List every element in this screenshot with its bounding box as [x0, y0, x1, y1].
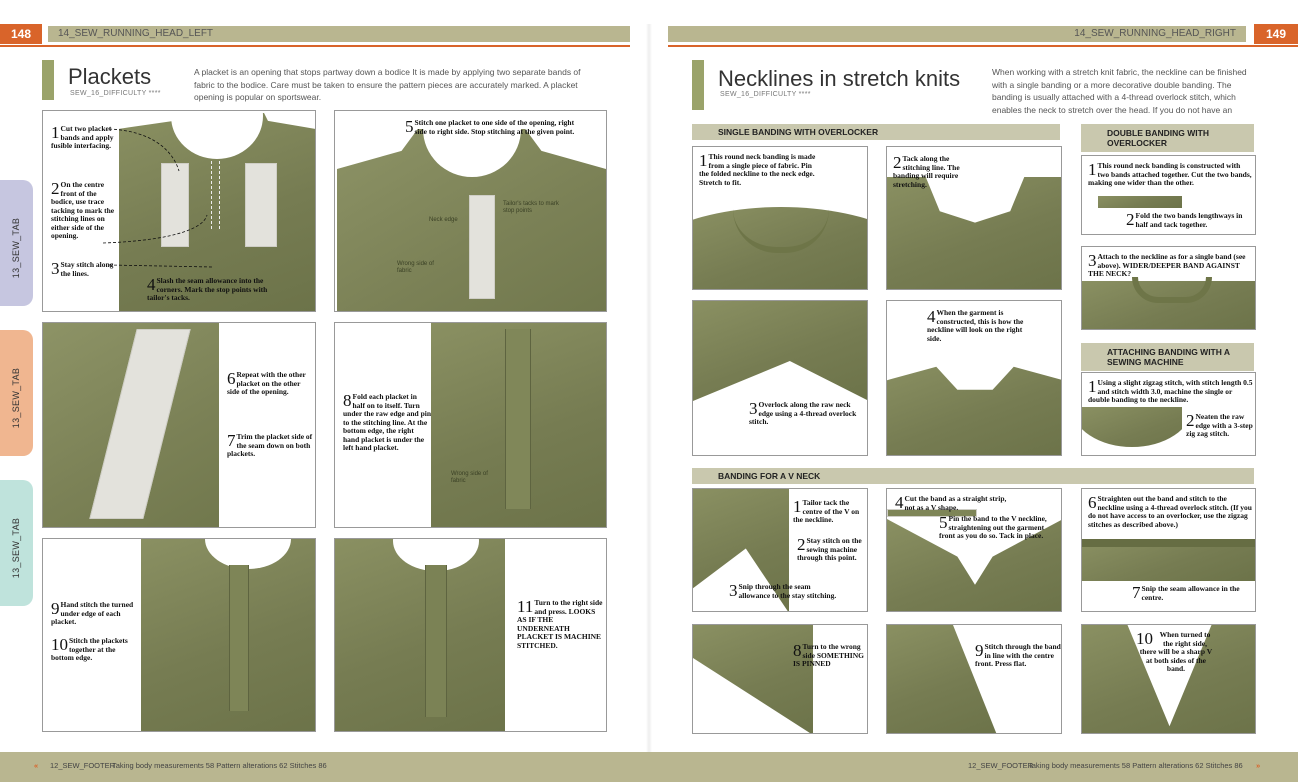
step-11: 11 Turn to the right side and press. LOOKS AS IF THE UNDERNEATH PLACKET IS MACHINE STITCHED. — [517, 597, 603, 650]
step-8: 8 Fold each placket in half on to itself. Turn under the raw edge and pin to the stitching line. At the bottom edge, the right hand placket is under the left hand placket. — [343, 391, 432, 452]
band-strip — [1098, 196, 1182, 208]
single-step-3: 3 Overlock along the raw neck edge using a 4-thread overlock stitch. — [749, 399, 857, 426]
single-step-1: 1 This round neck banding is made from a single piece of fabric. Pin the folded neckline to the neck edge. Stretch to fit. — [699, 151, 816, 187]
vneck-step-2: 2 Stay stitch on the sewing machine through this point. — [797, 535, 862, 562]
panel-steps-9-10 — [42, 538, 316, 732]
step-4: 4 Slash the seam allowance into the corners. Mark the stop points with tailor's tacks. — [147, 275, 268, 302]
page-title-left: Plackets — [68, 64, 152, 89]
footer-label-right: 12_SEW_FOOTER — [968, 761, 1034, 770]
panel-steps-6-7 — [42, 322, 316, 528]
panel-step-8 — [334, 322, 607, 528]
panel-double-1 — [1081, 155, 1256, 235]
single-step-2: 2 Tack along the stitching line. The banding will require stretching. — [893, 153, 960, 189]
label-wrong-side-2: Wrong side of fabric — [451, 471, 488, 484]
title-accent-right — [692, 60, 704, 110]
page-gutter — [646, 24, 652, 752]
footer-arrows-left[interactable]: « — [34, 761, 39, 770]
vneck-step-6: 6 Straighten out the band and stitch to the neckline using a 4-thread overlock stitch. (If you do not have access to an overlocker, use the zigzag stitches as described above.) — [1088, 493, 1252, 529]
panel-vneck-2 — [886, 488, 1062, 612]
section-double-banding: DOUBLE BANDING WITH OVERLOCKER — [1081, 124, 1254, 152]
vneck-step-8: 8 Turn to the wrong side SOMETHING IS PINNED — [793, 641, 864, 668]
placket-band — [469, 195, 495, 299]
page-number-left: 148 — [0, 24, 42, 44]
step-3: 3 Stay stitch along the lines. — [51, 259, 114, 278]
section-v-neck: BANDING FOR A V NECK — [692, 468, 1254, 484]
double-step-3: 3 Attach to the neckline as for a single band (see above). WIDER/DEEPER BAND AGAINST THE NECK? — [1088, 251, 1246, 278]
footer-links-left[interactable]: Taking body measurements 58 Pattern alterations 62 Stitches 86 — [112, 761, 327, 770]
panel-single-4 — [886, 300, 1062, 456]
panel-step-11 — [334, 538, 607, 732]
vneck-step-7: 7 Snip the seam allowance in the centre. — [1132, 583, 1240, 602]
running-head-right: 14_SEW_RUNNING_HEAD_RIGHT — [668, 26, 1246, 42]
intro-left: A placket is an opening that stops partway down a bodice It is made by applying two separate bands of fabric to the bodice. Care must be taken to ensure the pattern pieces are accurately marked. A placket opening is popular on sportswear. — [194, 67, 581, 102]
section-attaching-banding: ATTACHING BANDING WITH A SEWING MACHINE — [1081, 343, 1254, 371]
footer-bar — [0, 752, 1298, 782]
difficulty-right: SEW_16_DIFFICULTY **** — [720, 91, 811, 98]
step-5: 5 Stitch one placket to one side of the opening, right side to right side. Stop stitching at the given point. — [405, 117, 575, 136]
vneck-step-10: 10 When turned to the right side, there will be a sharp V at both sides of the band. — [1136, 629, 1213, 673]
label-wrong-side: Wrong side of fabric — [397, 261, 434, 274]
label-tailors-tacks: Tailor's tacks to mark stop points — [503, 201, 559, 214]
step-1: 1 Cut two placket bands and apply fusible interfacing. — [51, 123, 114, 150]
double-step-2: 2 Fold the two bands lengthways in half and tack together. — [1126, 210, 1243, 229]
step-6: 6 Repeat with the other placket on the other side of the opening. — [227, 369, 306, 396]
footer-links-right[interactable]: Taking body measurements 58 Pattern alterations 62 Stitches 86 — [1028, 761, 1243, 770]
header-rule-left — [0, 45, 630, 47]
attach-step-2: 2 Neaten the raw edge with a 3-step zig zag stitch. — [1186, 411, 1253, 438]
footer-label-left: 12_SEW_FOOTER — [50, 761, 116, 770]
panel-vneck-1 — [692, 488, 868, 612]
intro-right: When working with a stretch knit fabric, the neckline can be finished with a single banding or a more decorative double banding. The banding is usually attached with a 4-thread overlock stitch, which enables the neck to stretch over the head. If you do not have an — [992, 67, 1247, 115]
panel-steps-1-4 — [42, 110, 316, 312]
step-10: 10 Stitch the plackets together at the bottom edge. — [51, 635, 128, 662]
panel-single-3 — [692, 300, 868, 456]
panel-vneck-4 — [692, 624, 868, 734]
side-tab-3[interactable]: 13_SEW_TAB — [0, 480, 33, 606]
panel-single-1 — [692, 146, 868, 290]
panel-double-2 — [1081, 246, 1256, 330]
panel-vneck-3 — [1081, 488, 1256, 612]
panel-single-2 — [886, 146, 1062, 290]
vneck-step-4: 4 Cut the band as a straight strip, not as a V shape. — [895, 493, 1007, 512]
double-step-1: 1 This round neck banding is constructed with two bands attached together. Cut the two bands, making one wider than the other. — [1088, 160, 1252, 187]
difficulty-left: SEW_16_DIFFICULTY **** — [70, 90, 161, 97]
side-tab-1[interactable]: 13_SEW_TAB — [0, 180, 33, 306]
page-number-right: 149 — [1254, 24, 1298, 44]
title-accent-left — [42, 60, 54, 100]
section-single-banding: SINGLE BANDING WITH OVERLOCKER — [692, 124, 1060, 140]
vneck-step-1: 1 Tailor tack the centre of the V on the neckline. — [793, 497, 860, 524]
attach-step-1: 1 Using a slight zigzag stitch, with stitch length 0.5 and stitch width 3.0, machine the single or double banding to the neckline. — [1088, 377, 1253, 404]
label-neck-edge: Neck edge — [429, 217, 458, 223]
panel-vneck-5 — [886, 624, 1062, 734]
vneck-step-9: 9 Stitch through the band in line with the centre front. Press flat. — [975, 641, 1061, 668]
panel-vneck-6 — [1081, 624, 1256, 734]
step-9: 9 Hand stitch the turned under edge of each placket. — [51, 599, 134, 626]
running-head-left: 14_SEW_RUNNING_HEAD_LEFT — [48, 26, 630, 42]
side-tab-2[interactable]: 13_SEW_TAB — [0, 330, 33, 456]
vneck-step-3: 3 Snip through the seam allowance to the stay stitching. — [729, 581, 837, 600]
single-step-4: 4 When the garment is constructed, this is how the neckline will look on the right side. — [927, 307, 1024, 343]
vneck-step-5: 5 Pin the band to the V neckline, straightening out the garment front as you do so. Tack in place. — [939, 513, 1047, 540]
panel-step-5 — [334, 110, 607, 312]
footer-arrows-right[interactable]: » — [1256, 761, 1261, 770]
leader-lines-a — [43, 111, 316, 312]
step-7: 7 Trim the placket side of the seam down on both plackets. — [227, 431, 313, 458]
header-rule-right — [668, 45, 1298, 47]
step-2: 2 On the centre front of the bodice, use trace tacking to mark the stitching lines on either side of the opening. — [51, 179, 115, 240]
panel-attaching — [1081, 372, 1256, 456]
page-title-right: Necklines in stretch knits — [718, 66, 961, 91]
